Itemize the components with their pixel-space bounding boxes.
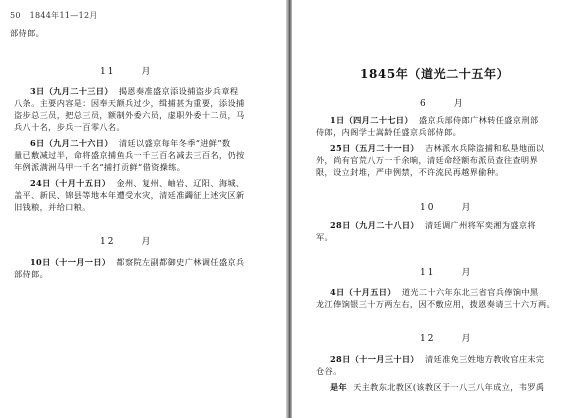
entry-text: 清廷以盛京每年冬季“进鲜”数 — [118, 138, 231, 148]
chronicle-entry — [30, 178, 244, 189]
month-char: 月 — [141, 237, 153, 247]
month-number: 12 — [100, 237, 116, 247]
entry-date: 25日（五月二十一日） — [330, 143, 419, 153]
entry-text: 清廷准免三姓地方教收官庄未完 — [424, 354, 545, 364]
month-heading — [420, 96, 465, 109]
entry-text: 金州、复州、岫岩、辽阳、海城、 — [116, 178, 245, 188]
month-number: 6 — [420, 99, 428, 109]
year-title: 1845年（道光二十五年） — [360, 67, 510, 81]
entry-date: 6日（九月二十六日） — [30, 138, 113, 148]
entry-text: 盖平、新民、锦县等地本年遭受水灾，清廷准蠲征上述灾区新 — [14, 190, 245, 200]
entry-text: 年例派满洲马甲一千名“捕打贡鲜”借资操练。 — [14, 162, 186, 172]
entry-text: 吉林派水兵除盗捕和私垦地面以 — [424, 143, 545, 153]
chronicle-entry — [330, 382, 544, 393]
month-heading — [100, 64, 152, 77]
month-number: 11 — [420, 268, 436, 278]
entry-label: 是年 — [330, 382, 348, 392]
month-char: 月 — [461, 203, 473, 213]
chronicle-entry — [330, 287, 538, 298]
running-title: 1844年11—12月 — [29, 11, 98, 20]
month-number: 10 — [420, 203, 436, 213]
entry-text: 龙江俸饷银三十万两左右，因不敷应用，拨恩奏请三十六万两。 — [316, 299, 556, 309]
entry-text: 兵八十名，步兵一百零八名。 — [14, 122, 125, 132]
month-number: 12 — [420, 334, 436, 344]
entry-date: 28日（十一月三十日） — [330, 354, 419, 364]
entry-text: 都察院左副都御史广林调任盛京兵 — [116, 257, 245, 267]
month-heading — [420, 200, 472, 213]
chronicle-entry — [30, 86, 238, 97]
month-char: 月 — [461, 268, 473, 278]
continuation-text: 部侍郎。 — [10, 28, 45, 38]
entry-text: 军。 — [316, 232, 334, 242]
month-heading — [420, 331, 472, 344]
entry-text: 部侍郎。 — [14, 269, 49, 279]
page-number: 50 — [10, 11, 21, 20]
entry-text: 盗步总三员，把总三员，额制外委六员，虚职外委十二员，马 — [14, 110, 245, 120]
entry-date: 1日（四月二十七日） — [330, 115, 413, 125]
left-page — [0, 0, 288, 418]
entry-text: 限，设立封堆，严申例禁，不许流民再越界偷种。 — [316, 167, 504, 177]
chronicle-entry — [330, 115, 538, 126]
chronicle-entry — [30, 138, 230, 149]
entry-text: 仓谷。 — [316, 366, 342, 376]
entry-date: 10日（十一月一日） — [30, 257, 111, 267]
month-number: 11 — [100, 67, 116, 77]
chronicle-entry — [30, 257, 244, 268]
entry-text: 道光二十六年东北三省官兵俸饷中黑 — [401, 287, 539, 297]
entry-date: 24日（十月十五日） — [30, 178, 111, 188]
entry-text: 八条。主要内容是：因奉天额兵过少，缉捕甚为重要，添设捕 — [14, 98, 245, 108]
entry-text: 侍郎，内阁学士嵩龄任盛京兵部侍郎。 — [316, 127, 462, 137]
month-char: 月 — [461, 334, 473, 344]
chronicle-entry — [330, 354, 544, 365]
chronicle-entry — [330, 143, 544, 154]
entry-date: 28日（九月二十八日） — [330, 220, 419, 230]
entry-text: 天主教东北教区(该教区于一八三八年成立，韦罗禹 — [353, 382, 545, 392]
entry-text: 旧钱粮，并给口粮。 — [14, 202, 91, 212]
month-heading — [420, 265, 472, 278]
entry-date: 3日（九月二十三日） — [30, 86, 113, 96]
entry-text: 量已敷减过半，命将盛京捕鱼兵一千三百名减去三百名，仍按 — [14, 150, 245, 160]
entry-text: 盛京兵部侍郎广林转任盛京刑部 — [418, 115, 539, 125]
month-char: 月 — [141, 67, 153, 77]
chronicle-entry — [330, 220, 536, 231]
page-header — [10, 10, 98, 21]
entry-text: 清廷调广州将军奕湘为盛京将 — [424, 220, 536, 230]
month-heading — [100, 234, 152, 247]
entry-date: 4日（十月五日） — [330, 287, 396, 297]
month-char: 月 — [453, 99, 465, 109]
entry-text: 揭恩奏准盛京添设捕盗步兵章程 — [118, 86, 239, 96]
entry-text: 外，尚有官荒八万一千余晌，清廷命经额布派员查往查明界 — [316, 155, 538, 165]
